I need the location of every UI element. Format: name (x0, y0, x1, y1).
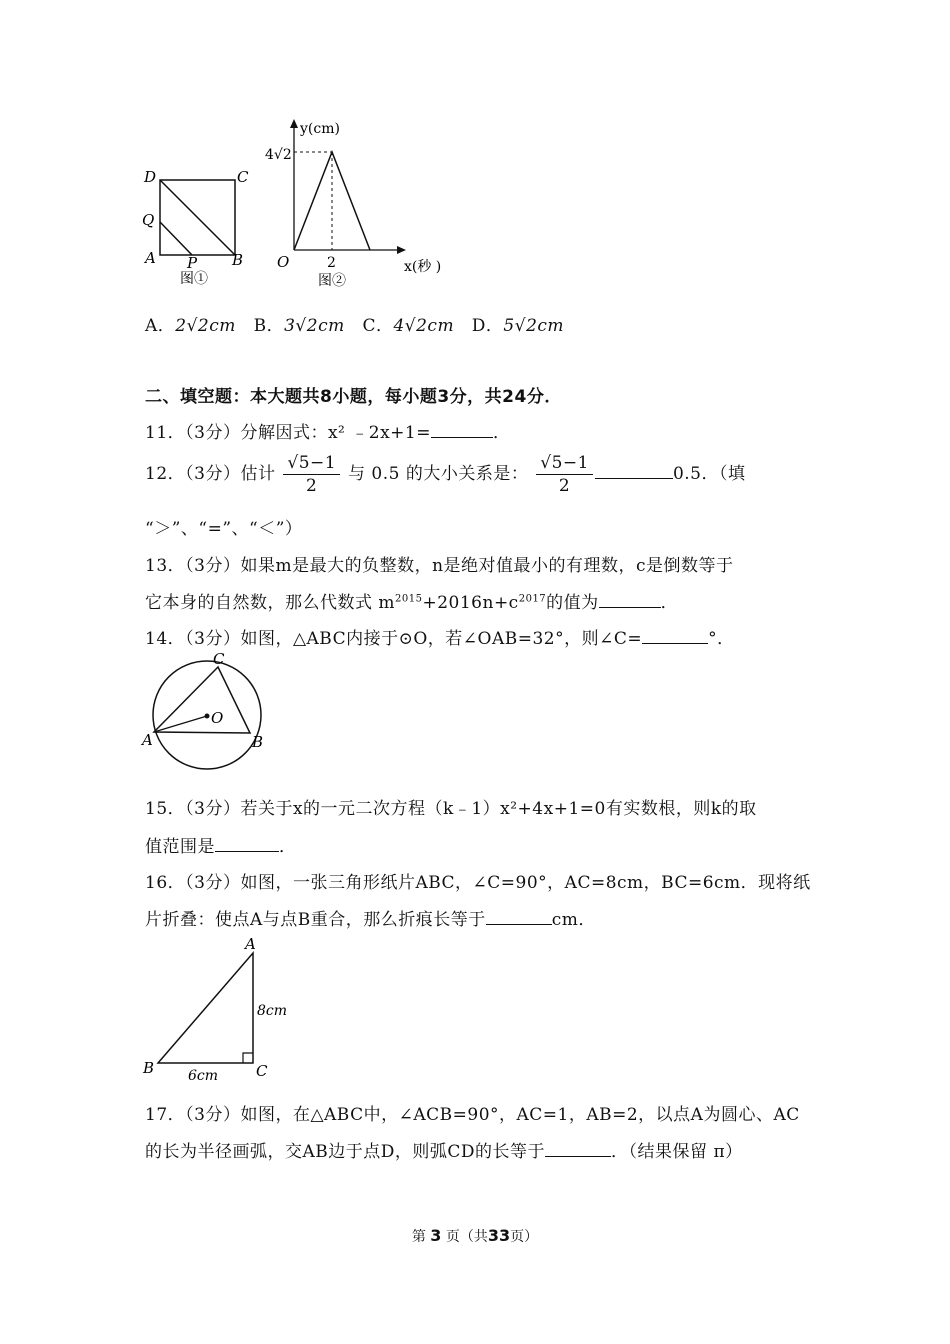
q12-frac2-den: 2 (558, 476, 571, 496)
question-11 (145, 418, 510, 443)
origin-label: O (277, 253, 290, 271)
triangle-label-c: C (256, 1062, 268, 1080)
y-axis-label: y(cm) (300, 121, 340, 137)
q14-end: °． (708, 629, 735, 649)
label-b: B (232, 251, 244, 269)
question-14 (145, 624, 735, 649)
q13-line2 (145, 588, 678, 613)
q12-frac2-num: √5−1 (536, 452, 593, 475)
section-heading: 二、填空题：本大题共8小题，每小题3分，共24分． (145, 387, 562, 407)
triangle-figure (140, 935, 300, 1085)
q13-text-a: 它本身的自然数，那么代数式 m (145, 593, 396, 613)
option-c-label: C． (362, 316, 394, 336)
y-tick-label: 4√2 (265, 147, 292, 163)
q14-answer-blank[interactable] (642, 629, 708, 644)
q16-end: cm． (551, 910, 596, 930)
q16-text: 片折叠：使点A与点B重合，那么折痕长等于 (145, 910, 486, 930)
circle-label-o: O (211, 709, 224, 727)
q11-answer-blank[interactable] (431, 423, 493, 438)
label-c: C (237, 168, 249, 186)
q12-frac1-den: 2 (306, 476, 318, 496)
triangle-label-b: B (143, 1059, 155, 1077)
footer-post: 页） (510, 1229, 539, 1245)
circle-label-b: B (252, 733, 264, 751)
triangle-side-bc: 6cm (188, 1068, 219, 1084)
q17-line1: 17．（3分）如图，在△ABC中，∠ACB=90°，AC=1，AB=2，以点A为圆心、AC (145, 1105, 800, 1125)
footer-mid: 页（共 (445, 1229, 488, 1245)
option-d-value: 5√2cm (503, 316, 565, 336)
option-d-label: D． (471, 316, 504, 336)
q13-text-b: +2016n+c (422, 593, 519, 613)
label-p: P (187, 254, 198, 272)
q17-text: 的长为半径画弧，交AB边于点D，则弧CD的长等于 (145, 1142, 546, 1162)
q12-line2: “＞”、“=”、“＜”） (145, 519, 303, 539)
q12-frac1-num: √5−1 (283, 452, 340, 475)
fig2-caption: 图② (318, 273, 346, 289)
q16-answer-blank[interactable] (486, 910, 552, 925)
q12-tail: 0.5．（填 (672, 464, 746, 484)
q12-mid: 与 0.5 的大小关系是： (347, 464, 529, 484)
q13-exp2: 2017 (518, 593, 547, 605)
q15-line1: 15．（3分）若关于x的一元二次方程（k﹣1）x²+4x+1=0有实数根，则k的取 (145, 799, 757, 819)
question-12 (145, 452, 746, 497)
triangle-side-ac: 8cm (257, 1003, 288, 1019)
q17-line2 (145, 1137, 743, 1162)
q13-answer-blank[interactable] (599, 593, 661, 608)
q12-fraction-1 (283, 452, 340, 497)
circle-label-a: A (142, 731, 153, 749)
q11-text: 11．（3分）分解因式：x² ﹣2x+1= (145, 423, 431, 443)
q12-answer-blank[interactable] (595, 464, 673, 479)
q12-lead: 12．（3分）估计 (145, 464, 276, 484)
footer-page-number: 3 (430, 1226, 442, 1245)
page-footer (0, 1226, 950, 1246)
label-d: D (144, 168, 157, 186)
circle-label-c: C (213, 650, 225, 668)
q13-end: ． (660, 593, 679, 613)
fig1-caption: 图① (180, 271, 208, 287)
option-c-value: 4√2cm (393, 316, 455, 336)
label-q: Q (142, 211, 155, 229)
option-b-value: 3√2cm (284, 316, 345, 336)
q15-answer-blank[interactable] (215, 837, 279, 852)
circle-figure (140, 650, 270, 775)
label-a: A (145, 249, 156, 267)
x-tick-label: 2 (327, 255, 336, 271)
footer-pre: 第 (411, 1229, 426, 1245)
x-axis-label: x(秒 ) (404, 259, 442, 275)
option-a-value: 2√2cm (175, 316, 236, 336)
q11-end: ． (492, 423, 511, 443)
q13-exp1: 2015 (395, 593, 423, 605)
q10-options (145, 311, 564, 336)
q14-text: 14．（3分）如图，△ABC内接于⊙O，若∠OAB=32°，则∠C= (145, 629, 643, 649)
q12-fraction-2 (536, 452, 593, 497)
q17-answer-blank[interactable] (545, 1142, 611, 1157)
q16-line1: 16．（3分）如图，一张三角形纸片ABC，∠C=90°，AC=8cm，BC=6cm．现将纸 (145, 873, 811, 893)
footer-total-pages: 33 (487, 1226, 511, 1245)
square-figure (140, 165, 250, 290)
q13-text-c: 的值为 (546, 593, 599, 613)
q13-line1: 13．（3分）如果m是最大的负整数，n是绝对值最小的有理数，c是倒数等于 (145, 556, 734, 576)
q16-line2 (145, 905, 596, 930)
q15-line2 (145, 832, 297, 857)
q15-end: ． (279, 837, 297, 857)
option-a-label: A． (145, 316, 176, 336)
graph-figure (260, 115, 460, 290)
q15-text: 值范围是 (145, 837, 215, 857)
q17-end: ．（结果保留 π） (611, 1142, 743, 1162)
triangle-label-a: A (245, 935, 256, 953)
option-b-label: B． (253, 316, 285, 336)
